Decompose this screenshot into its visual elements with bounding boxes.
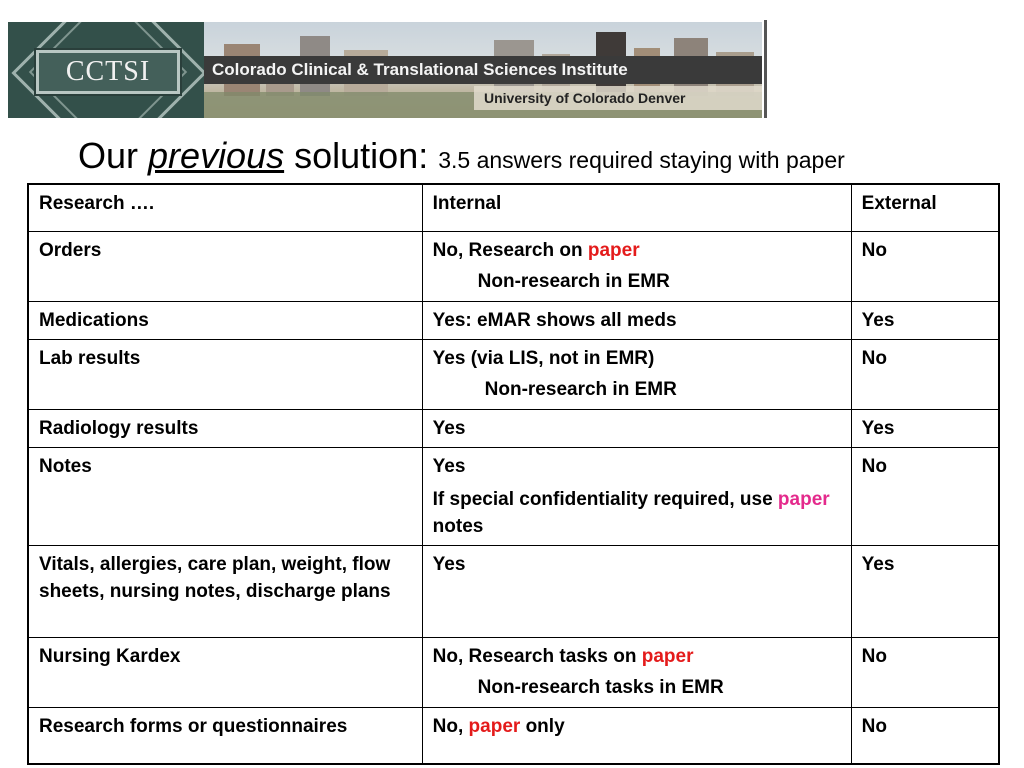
internal-cell <box>422 708 851 765</box>
internal-text: No, Research on <box>432 240 583 261</box>
title-suffix: solution: <box>294 135 429 176</box>
research-cell: Notes <box>28 448 422 546</box>
column-header-external: External <box>851 184 999 232</box>
internal-text: Yes (via LIS, not in EMR) <box>432 348 655 369</box>
institute-subtitle: University of Colorado Denver <box>474 86 762 110</box>
external-cell: No <box>851 638 999 708</box>
internal-subtext: Non-research in EMR <box>477 271 670 292</box>
paper-highlight: paper <box>468 716 521 737</box>
table-header-row <box>28 184 999 232</box>
external-cell: Yes <box>851 410 999 448</box>
title-emphasis: previous <box>148 135 285 176</box>
internal-text-tail: only <box>525 716 565 737</box>
cctsi-logo <box>8 22 204 118</box>
internal-subtext-lead: If special confidentiality required, use <box>432 489 773 510</box>
title-prefix: Our <box>78 135 139 176</box>
internal-cell: Yes <box>422 546 851 638</box>
internal-text: No, Research tasks on <box>432 646 637 667</box>
research-cell: Radiology results <box>28 410 422 448</box>
external-cell: No <box>851 708 999 765</box>
internal-cell: Yes: eMAR shows all meds <box>422 302 851 340</box>
internal-cell: Yes <box>422 410 851 448</box>
slide-title <box>78 134 845 182</box>
table-row <box>28 638 999 708</box>
table-row <box>28 708 999 765</box>
table-row <box>28 302 999 340</box>
table-row <box>28 546 999 638</box>
research-cell: Medications <box>28 302 422 340</box>
external-cell: Yes <box>851 302 999 340</box>
internal-cell <box>422 340 851 410</box>
header-banner <box>8 0 768 126</box>
external-cell: No <box>851 340 999 410</box>
internal-cell <box>422 448 851 546</box>
internal-cell <box>422 638 851 708</box>
table-row <box>28 448 999 546</box>
internal-text: No, <box>432 716 464 737</box>
title-note: 3.5 answers required staying with paper <box>438 147 845 173</box>
paper-highlight: paper <box>777 489 830 510</box>
column-header-internal: Internal <box>422 184 851 232</box>
internal-subtext-tail: notes <box>432 516 484 537</box>
research-cell: Orders <box>28 232 422 302</box>
internal-subtext: Non-research in EMR <box>484 379 677 400</box>
internal-subtext <box>433 486 841 540</box>
internal-subtext: Non-research tasks in EMR <box>477 677 724 698</box>
research-cell: Nursing Kardex <box>28 638 422 708</box>
comparison-table <box>27 183 1000 765</box>
table-row <box>28 410 999 448</box>
paper-highlight: paper <box>587 240 640 261</box>
research-cell: Lab results <box>28 340 422 410</box>
external-cell: No <box>851 448 999 546</box>
banner-divider <box>764 20 767 118</box>
research-cell: Research forms or questionnaires <box>28 708 422 765</box>
paper-highlight: paper <box>641 646 694 667</box>
internal-cell <box>422 232 851 302</box>
external-cell: Yes <box>851 546 999 638</box>
internal-text: Yes <box>432 456 466 477</box>
external-cell: No <box>851 232 999 302</box>
logo-text: CCTSI <box>36 50 180 94</box>
column-header-research: Research …. <box>28 184 422 232</box>
institute-title: Colorado Clinical & Translational Sciences Institute <box>204 56 762 84</box>
table-row <box>28 340 999 410</box>
research-cell: Vitals, allergies, care plan, weight, flow sheets, nursing notes, discharge plans <box>28 546 422 638</box>
table-row <box>28 232 999 302</box>
